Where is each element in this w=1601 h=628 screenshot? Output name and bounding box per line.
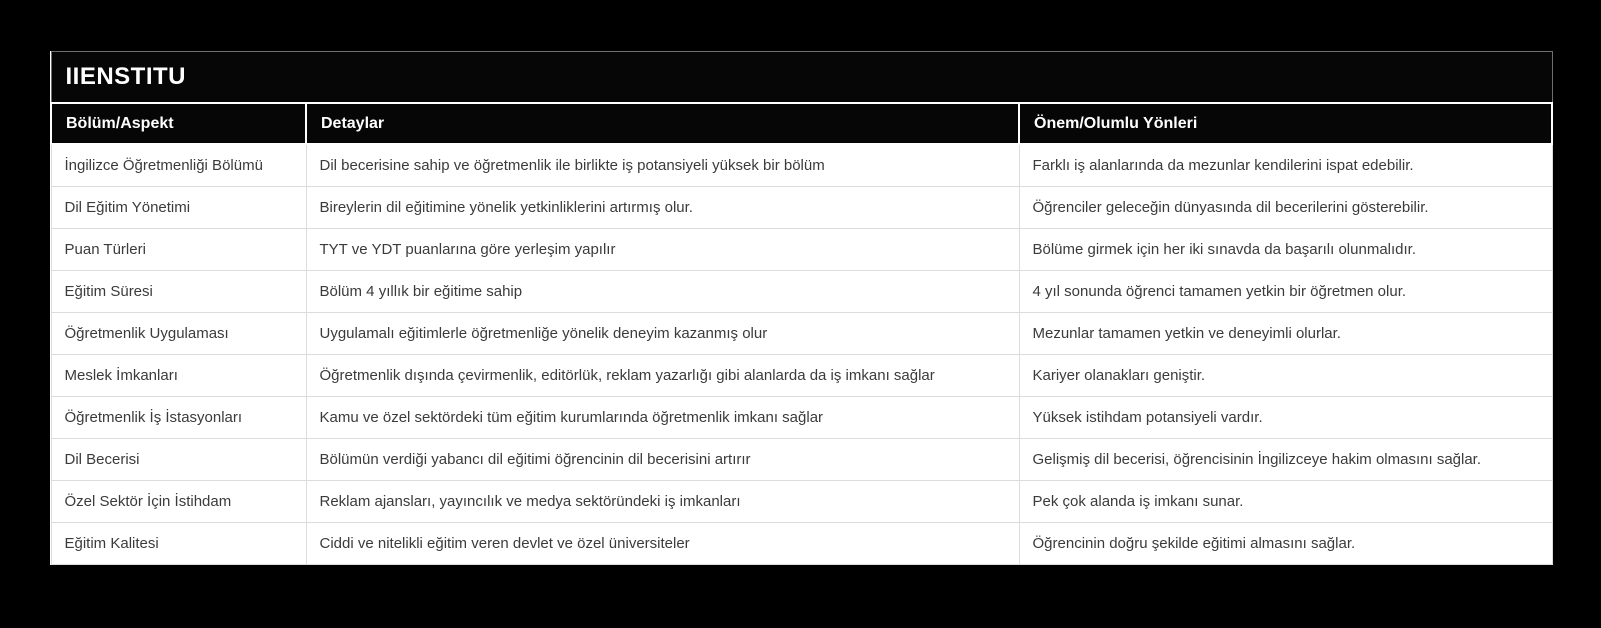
table-row <box>51 271 1552 313</box>
column-header-detaylar: Detaylar <box>306 103 1019 144</box>
header-row <box>51 103 1552 144</box>
table-row <box>51 229 1552 271</box>
cell-importance: 4 yıl sonunda öğrenci tamamen yetkin bir öğretmen olur. <box>1019 271 1552 313</box>
cell-importance: Öğrenciler geleceğin dünyasında dil becerilerini gösterebilir. <box>1019 187 1552 229</box>
cell-importance: Kariyer olanakları geniştir. <box>1019 355 1552 397</box>
table-row <box>51 313 1552 355</box>
cell-importance: Gelişmiş dil becerisi, öğrencisinin İngilizceye hakim olmasını sağlar. <box>1019 439 1552 481</box>
cell-details: Dil becerisine sahip ve öğretmenlik ile birlikte iş potansiyeli yüksek bir bölüm <box>306 144 1019 187</box>
cell-details: Bölüm 4 yıllık bir eğitime sahip <box>306 271 1019 313</box>
table-body <box>51 144 1552 565</box>
iienstitu-table <box>50 51 1553 565</box>
cell-importance: Bölüme girmek için her iki sınavda da başarılı olunmalıdır. <box>1019 229 1552 271</box>
cell-importance: Yüksek istihdam potansiyeli vardır. <box>1019 397 1552 439</box>
cell-aspect: İngilizce Öğretmenliği Bölümü <box>51 144 306 187</box>
cell-importance: Öğrencinin doğru şekilde eğitimi almasını sağlar. <box>1019 523 1552 565</box>
column-header-bolum-aspekt: Bölüm/Aspekt <box>51 103 306 144</box>
table-row <box>51 187 1552 229</box>
cell-aspect: Dil Becerisi <box>51 439 306 481</box>
cell-importance: Farklı iş alanlarında da mezunlar kendilerini ispat edebilir. <box>1019 144 1552 187</box>
cell-importance: Mezunlar tamamen yetkin ve deneyimli olurlar. <box>1019 313 1552 355</box>
cell-details: Uygulamalı eğitimlerle öğretmenliğe yönelik deneyim kazanmış olur <box>306 313 1019 355</box>
cell-aspect: Puan Türleri <box>51 229 306 271</box>
cell-details: Kamu ve özel sektördeki tüm eğitim kurumlarında öğretmenlik imkanı sağlar <box>306 397 1019 439</box>
cell-details: Bölümün verdiği yabancı dil eğitimi öğrencinin dil becerisini artırır <box>306 439 1019 481</box>
table-row <box>51 144 1552 187</box>
cell-aspect: Eğitim Süresi <box>51 271 306 313</box>
table-row <box>51 439 1552 481</box>
cell-details: Öğretmenlik dışında çevirmenlik, editörlük, reklam yazarlığı gibi alanlarda da iş imkanı sağlar <box>306 355 1019 397</box>
cell-aspect: Dil Eğitim Yönetimi <box>51 187 306 229</box>
cell-details: Bireylerin dil eğitimine yönelik yetkinliklerini artırmış olur. <box>306 187 1019 229</box>
cell-aspect: Öğretmenlik Uygulaması <box>51 313 306 355</box>
table-row <box>51 481 1552 523</box>
cell-aspect: Eğitim Kalitesi <box>51 523 306 565</box>
table-row <box>51 523 1552 565</box>
cell-aspect: Özel Sektör İçin İstihdam <box>51 481 306 523</box>
cell-details: Ciddi ve nitelikli eğitim veren devlet ve özel üniversiteler <box>306 523 1019 565</box>
table-title: IIENSTITU <box>51 52 1552 104</box>
cell-details: Reklam ajansları, yayıncılık ve medya sektöründeki iş imkanları <box>306 481 1019 523</box>
column-header-onem-olumlu-yonleri: Önem/Olumlu Yönleri <box>1019 103 1552 144</box>
cell-importance: Pek çok alanda iş imkanı sunar. <box>1019 481 1552 523</box>
title-row <box>51 52 1552 104</box>
cell-details: TYT ve YDT puanlarına göre yerleşim yapılır <box>306 229 1019 271</box>
table-row <box>51 355 1552 397</box>
cell-aspect: Meslek İmkanları <box>51 355 306 397</box>
cell-aspect: Öğretmenlik İş İstasyonları <box>51 397 306 439</box>
table-row <box>51 397 1552 439</box>
